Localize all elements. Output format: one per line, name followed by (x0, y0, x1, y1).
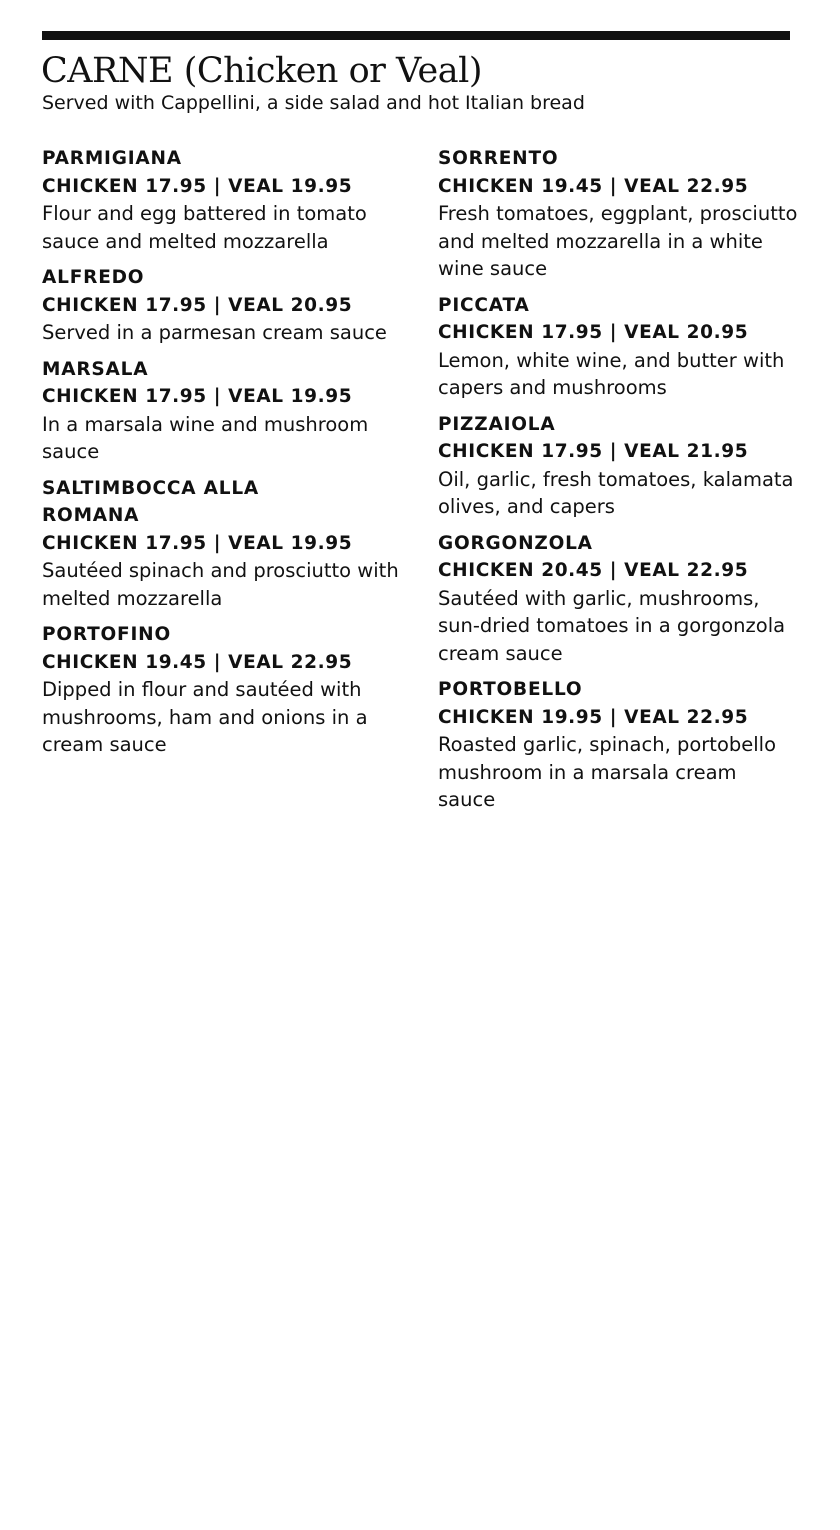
menu-item-prices: CHICKEN 19.45 | VEAL 22.95 (42, 651, 353, 673)
menu-item-name: SORRENTO (438, 148, 559, 169)
menu-item (438, 411, 798, 521)
menu-item (42, 621, 402, 759)
menu-item-prices: CHICKEN 20.45 | VEAL 22.95 (438, 560, 749, 581)
menu-item (438, 145, 798, 283)
menu-item (438, 530, 798, 668)
menu-item-name: SALTIMBOCCA ALLA ROMANA (42, 477, 260, 526)
menu-item (42, 475, 402, 613)
menu-item-description: Lemon, white wine, and butter with capers and mushrooms (438, 348, 785, 399)
menu-column-right (438, 145, 798, 823)
menu-item-description: In a marsala wine and mushroom sauce (42, 412, 369, 463)
top-rule (42, 31, 790, 40)
menu-item-prices: CHICKEN 17.95 | VEAL 19.95 (42, 175, 353, 197)
menu-item-description: Fresh tomatoes, eggplant, prosciutto and melted mozzarella in a white wine sauce (438, 202, 798, 280)
menu-item-name: ALFREDO (42, 267, 145, 288)
menu-item-prices: CHICKEN 19.95 | VEAL 22.95 (438, 706, 749, 728)
menu-item (42, 264, 402, 347)
menu-item-description: Sautéed with garlic, mushrooms, sun-dried tomatoes in a gorgonzola cream sauce (438, 586, 786, 665)
menu-item-name: MARSALA (42, 358, 149, 380)
menu-item-prices: CHICKEN 17.95 | VEAL 19.95 (42, 386, 353, 407)
section-title: CARNE (Chicken or Veal) (41, 51, 482, 91)
menu-item-prices: CHICKEN 19.45 | VEAL 22.95 (438, 175, 749, 197)
menu-item-name: PICCATA (438, 294, 530, 316)
menu-item-description: Served in a parmesan cream sauce (42, 321, 387, 344)
menu-item-name: PORTOFINO (42, 624, 171, 645)
menu-column-left (42, 145, 402, 768)
menu-item-prices: CHICKEN 17.95 | VEAL 20.95 (438, 322, 749, 343)
menu-item-name: PIZZAIOLA (438, 413, 556, 435)
menu-item-prices: CHICKEN 17.95 | VEAL 21.95 (438, 441, 749, 462)
menu-item (438, 292, 798, 402)
menu-item (438, 676, 798, 814)
menu-item-name: PORTOBELLO (438, 679, 583, 700)
menu-item-prices: CHICKEN 17.95 | VEAL 20.95 (42, 294, 353, 316)
menu-item-description: Oil, garlic, fresh tomatoes, kalamata olives, and capers (438, 467, 794, 518)
section-subtitle: Served with Cappellini, a side salad and hot Italian bread (42, 92, 585, 114)
menu-item-name: GORGONZOLA (438, 532, 593, 554)
menu-item (42, 145, 402, 255)
menu-item-description: Sautéed spinach and prosciutto with melted mozzarella (42, 559, 399, 610)
menu-item-description: Dipped in flour and sautéed with mushrooms, ham and onions in a cream sauce (42, 678, 368, 756)
menu-item-name: PARMIGIANA (42, 148, 182, 169)
menu-item-prices: CHICKEN 17.95 | VEAL 19.95 (42, 532, 353, 554)
menu-item-description: Roasted garlic, spinach, portobello mushroom in a marsala cream sauce (438, 733, 777, 811)
menu-item-description: Flour and egg battered in tomato sauce and melted mozzarella (42, 202, 367, 253)
menu-item (42, 356, 402, 466)
